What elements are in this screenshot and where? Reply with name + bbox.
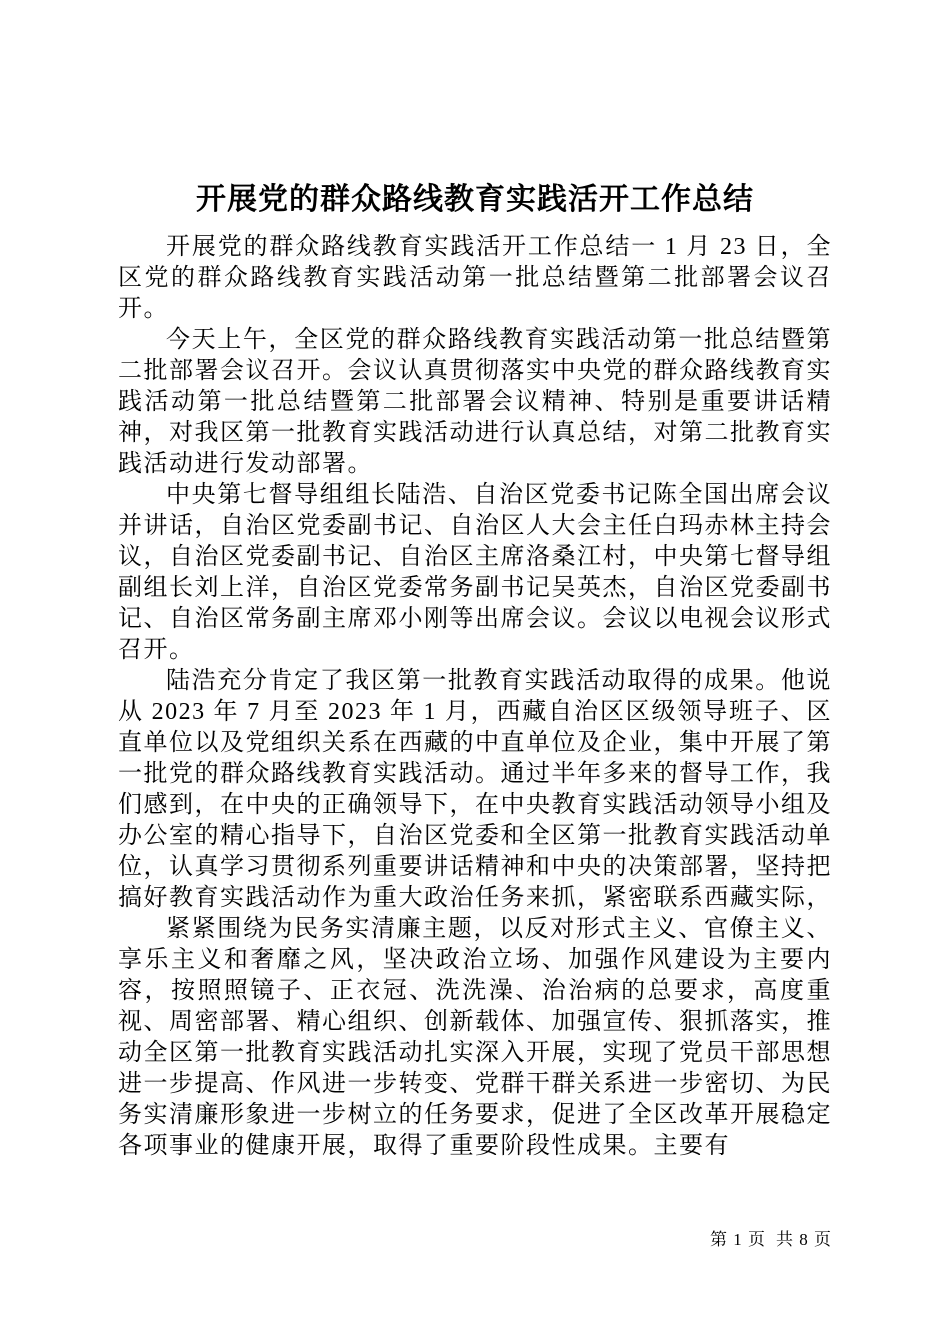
page-number-label: 第 1 页 bbox=[710, 1230, 766, 1249]
paragraph-5: 紧紧围绕为民务实清廉主题，以反对形式主义、官僚主义、享乐主义和奢靡之风，坚决政治立场、加强作风建设为主要内容，按照照镜子、正衣冠、洗洗澡、治治病的总要求，高度重视、周密部署、精心组织、创新载体、加强宣传、狠抓落实，推动全区第一批教育实践活动扎实深入开展，实现了党员干部思想进一步提高、作风进一步转变、党群干群关系进一步密切、为民务实清廉形象进一步树立的任务要求，促进了全区改革开展稳定各项事业的健康开展，取得了重要阶段性成果。主要有 bbox=[118, 916, 832, 1159]
paragraph-4: 陆浩充分肯定了我区第一批教育实践活动取得的成果。他说从 2023 年 7 月至 2023 年 1 月，西藏自治区区级领导班子、区直单位以及党组织关系在西藏的中直单位及企业，集中开展了第一批党的群众路线教育实践活动。通过半年多来的督导工作，我们感到，在中央的正确领导下，在中央教育实践活动领导小组及办公室的精心指导下，自治区党委和全区第一批教育实践活动单位，认真学习贯彻系列重要讲话精神和中央的决策部署，坚持把搞好教育实践活动作为重大政治任务来抓，紧密联系西藏实际， bbox=[118, 668, 832, 911]
paragraph-3: 中央第七督导组组长陆浩、自治区党委书记陈全国出席会议并讲话，自治区党委副书记、自治区人大会主任白玛赤林主持会议，自治区党委副书记、自治区主席洛桑江村，中央第七督导组副组长刘上洋，自治区党委常务副书记吴英杰，自治区党委副书记、自治区常务副主席邓小刚等出席会议。会议以电视会议形式召开。 bbox=[118, 482, 832, 663]
total-pages-label: 共 8 页 bbox=[776, 1230, 832, 1249]
paragraph-2: 今天上午，全区党的群众路线教育实践活动第一批总结暨第二批部署会议召开。会议认真贯彻落实中央党的群众路线教育实践活动第一批总结暨第二批部署会议精神、特别是重要讲话精神，对我区第一批教育实践活动进行认真总结，对第二批教育实践活动进行发动部署。 bbox=[118, 327, 832, 477]
document-title: 开展党的群众路线教育实践活开工作总结 bbox=[196, 183, 754, 216]
page-footer bbox=[710, 1225, 832, 1250]
document-content bbox=[118, 180, 832, 1162]
paragraph-1: 开展党的群众路线教育实践活开工作总结一 1 月 23 日，全区党的群众路线教育实践活动第一批总结暨第二批部署会议召开。 bbox=[118, 234, 832, 322]
